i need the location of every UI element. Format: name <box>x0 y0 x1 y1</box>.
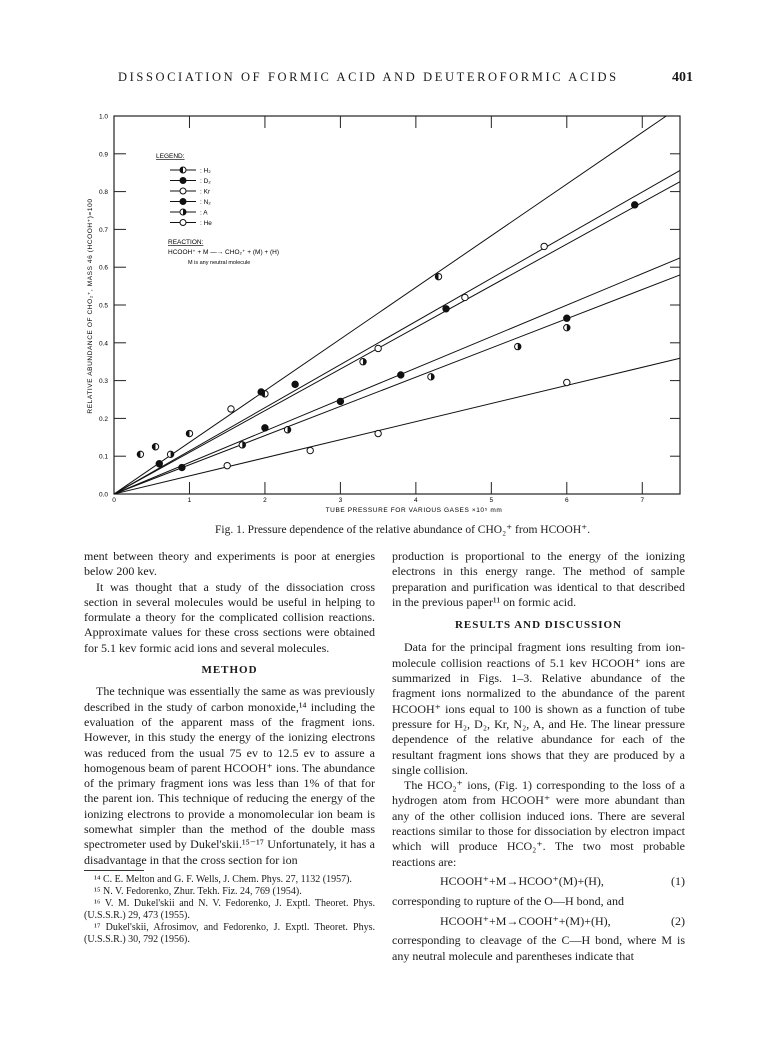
chart-series <box>114 116 680 494</box>
paragraph: The technique was essentially the same as was previously described in the study of carbon monoxide,¹⁴ including the evaluation of the apparent mass of the fragment ions. However, in this study the energy of the ionizing electrons was reduced from the usual 75 ev to 12.5 ev to assure a homogenous beam of parent HCOOH⁺ ions. The abundance of the primary fragment ions was less than 1% of that for the parent ion. This technique of reducing the energy of the ionizing electrons to provide a monomolecular ion beam is somewhat simpler than the method of the double mass spectrometer used by Dukel'skii.¹⁵⁻¹⁷ Unfortunately, it has a disadvantage in that the cross section for ion <box>84 684 375 867</box>
legend-marker <box>180 188 186 194</box>
legend-label: : He <box>200 219 212 227</box>
series-N₂ <box>114 258 680 494</box>
data-point <box>284 427 290 433</box>
data-point <box>292 381 298 387</box>
data-point <box>515 343 521 349</box>
y-tick-label: 1.0 <box>98 113 108 121</box>
y-tick-label: 0.7 <box>98 226 108 234</box>
paragraph: corresponding to rupture of the O—H bond, and <box>392 893 624 908</box>
series-fit-line <box>114 275 680 494</box>
chart-legend <box>156 153 212 227</box>
data-point <box>375 345 381 351</box>
data-point <box>462 294 468 300</box>
series-A <box>114 275 680 494</box>
footnote: ¹⁴ C. E. Melton and G. F. Wells, J. Chem. Phys. 27, 1132 (1957). <box>94 873 352 885</box>
legend-label: : D₂ <box>200 177 211 185</box>
page-number: 401 <box>672 70 693 85</box>
data-point <box>541 243 547 249</box>
data-point <box>375 430 381 436</box>
right-column <box>392 549 685 964</box>
y-tick-label: 0.3 <box>98 378 108 386</box>
figure-caption: Fig. 1. Pressure dependence of the relative abundance of CHO₂⁺ from HCOOH⁺. <box>215 524 591 536</box>
paragraph: corresponding to cleavage of the C—H bond, where M is any neutral molecule and parentheses indicate that <box>392 933 685 963</box>
paragraph: Data for the principal fragment ions resulting from ion-molecule collision reactions of 5.1 kev HCOOH⁺ ions are summarized in Figs. 1–3. Relative abundance of the fragment ions normalized to the abundance of the parent HCOOH⁺ ions equal to 100 is shown as a function of tube pressure for H₂, D₂, Kr, N₂, A, and He. The linear pressure dependence of the relative abundance for each of the resultant fragment ions shows that they are produced by a single collision. <box>392 640 685 777</box>
data-point <box>435 273 441 279</box>
x-tick-label: 1 <box>187 497 192 504</box>
series-fit-line <box>114 116 666 494</box>
legend-entry <box>170 167 211 174</box>
reaction-equation: HCOOH⁺ + M —→ CHO₂⁺ + (M) + (H) <box>168 249 280 256</box>
legend-marker <box>180 167 186 173</box>
legend-entry <box>170 199 211 206</box>
reaction-note <box>168 239 279 266</box>
data-point <box>228 406 234 412</box>
data-point <box>443 306 449 312</box>
data-point <box>428 374 434 380</box>
series-He <box>114 358 680 494</box>
paragraph: It was thought that a study of the dissociation cross section in several molecules would be useful in helping to formulate a theory for the complicated collision reactions. Approximate values for these cross sections were obtained for 5.1 kev formic acid ions and several molecules. <box>84 579 375 655</box>
reaction-title: REACTION: <box>168 239 204 246</box>
plot-frame <box>114 116 680 494</box>
data-point <box>239 442 245 448</box>
data-point <box>398 372 404 378</box>
x-tick-label: 5 <box>489 497 494 504</box>
section-heading-results: RESULTS AND DISCUSSION <box>454 619 623 632</box>
footnotes <box>84 874 375 946</box>
section-heading-method: METHOD <box>201 664 258 677</box>
data-point <box>156 461 162 467</box>
data-point <box>137 451 143 457</box>
legend-marker <box>180 209 186 215</box>
legend-marker <box>180 178 186 184</box>
y-tick-label: 0.2 <box>98 415 108 423</box>
series-fit-line <box>114 358 680 494</box>
x-tick-label: 6 <box>564 497 569 504</box>
data-point <box>564 324 570 330</box>
series-fit-line <box>114 258 680 494</box>
data-point <box>186 430 192 436</box>
x-tick-label: 2 <box>263 497 267 504</box>
data-point <box>152 444 158 450</box>
data-point <box>360 359 366 365</box>
legend-marker <box>180 199 186 205</box>
data-point <box>564 379 570 385</box>
data-point <box>307 447 313 453</box>
y-tick-label: 0.4 <box>98 340 108 348</box>
series-Kr <box>114 170 680 494</box>
equation-text: HCOOH⁺+M→HCOO⁺(M)+(H), <box>440 874 604 889</box>
series-fit-line <box>114 182 680 494</box>
x-tick-label: 4 <box>414 497 418 504</box>
x-tick-label: 0 <box>112 497 116 504</box>
series-H₂ <box>114 116 666 494</box>
data-point <box>167 451 173 457</box>
data-point <box>258 389 264 395</box>
equation-number: (2) <box>671 913 685 928</box>
equation-number: (1) <box>671 874 685 889</box>
footnote: ¹⁷ Dukel'skii, Afrosimov, and Fedorenko, J. Exptl. Theoret. Phys. (U.S.S.R.) 30, 792 (1956). <box>84 921 375 945</box>
equation-1 <box>392 870 685 894</box>
legend-label: : H₂ <box>200 167 211 175</box>
x-tick-label: 7 <box>640 497 645 504</box>
y-axis-label: RELATIVE ABUNDANCE OF CHO₂⁺, MASS 46 (HCOOH⁺)=100 <box>87 198 94 414</box>
data-point <box>224 462 230 468</box>
legend-label: : N₂ <box>200 198 211 206</box>
legend-entry <box>170 209 208 216</box>
x-axis-label: TUBE PRESSURE FOR VARIOUS GASES ×10⁵ mm <box>325 507 503 514</box>
legend-title: LEGEND: <box>156 153 185 160</box>
legend-entry <box>170 178 211 185</box>
series-fit-line <box>114 170 680 494</box>
data-point <box>337 398 343 404</box>
paragraph: production is proportional to the energy of the ionizing electrons in this energy range. The method of sample preparation and purification was identical to that described in the previous paper¹¹ on formic acid. <box>392 549 685 609</box>
figure-1-chart <box>84 96 694 516</box>
y-tick-label: 0.6 <box>98 264 108 272</box>
legend-entry <box>170 220 212 227</box>
legend-marker <box>180 220 186 226</box>
y-tick-label: 0.5 <box>98 302 108 310</box>
equation-text: HCOOH⁺+M→COOH⁺+(M)+(H), <box>440 913 611 928</box>
footnote: ¹⁵ N. V. Fedorenko, Zhur. Tekh. Fiz. 24, 769 (1954). <box>94 885 302 897</box>
running-head: DISSOCIATION OF FORMIC ACID AND DEUTEROFORMIC ACIDS <box>118 70 619 84</box>
legend-label: : A <box>200 209 208 217</box>
series-D₂ <box>114 182 680 494</box>
x-tick-label: 3 <box>338 497 343 504</box>
reaction-footnote: M is any neutral molecule <box>188 260 251 266</box>
paragraph: ment between theory and experiments is poor at energies below 200 kev. <box>84 549 375 579</box>
equation-2 <box>392 909 685 933</box>
y-tick-label: 0.8 <box>98 189 108 197</box>
y-tick-label: 0.1 <box>98 453 108 461</box>
data-point <box>632 202 638 208</box>
paragraph: The HCO₂⁺ ions, (Fig. 1) corresponding to the loss of a hydrogen atom from HCOOH⁺ were more abundant than any of the other collision induced ions. There are several reactions similar to those for dissociation by electron impact which will produce HCO₂⁺. The two most probable reactions are: <box>392 778 685 869</box>
y-tick-label: 0.9 <box>98 151 108 159</box>
footnote-rule <box>84 870 144 871</box>
legend-entry <box>170 188 211 195</box>
y-tick-label: 0.0 <box>98 491 108 499</box>
footnote: ¹⁶ V. M. Dukel'skii and N. V. Fedorenko, J. Exptl. Theoret. Phys. (U.S.S.R.) 29, 473 (1955). <box>84 897 375 921</box>
legend-label: : Kr <box>200 188 211 196</box>
left-column <box>84 549 375 946</box>
